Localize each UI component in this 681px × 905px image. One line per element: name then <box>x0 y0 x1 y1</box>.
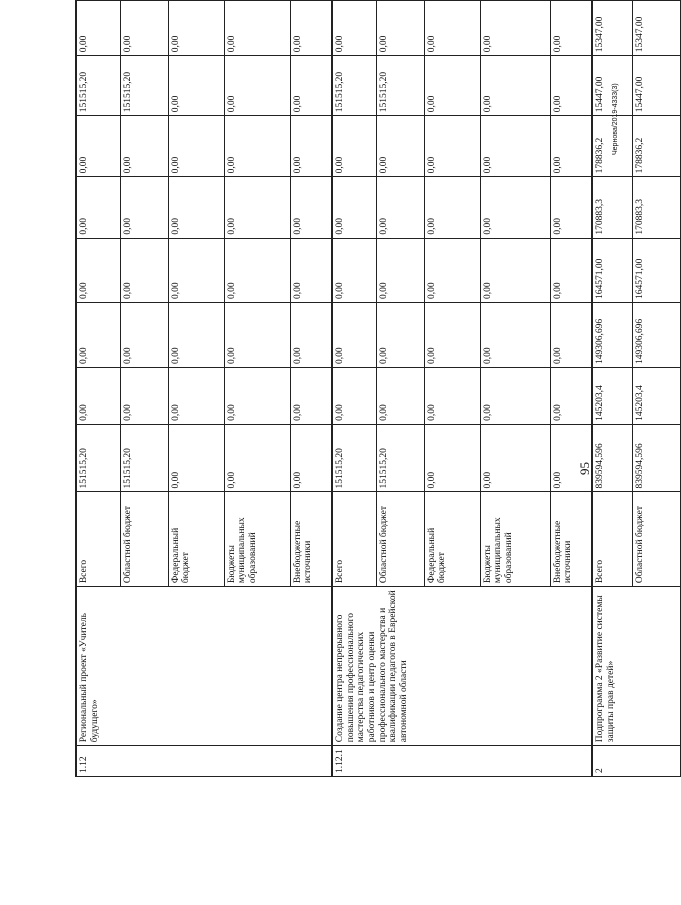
document-stamp: Чернова/2019-4333(3) <box>612 83 619 155</box>
funding-source-cell: Областной бюджет <box>120 492 168 587</box>
amount-cell: 151515,20 <box>120 424 168 492</box>
amount-cell: 0,00 <box>76 1 120 56</box>
amount-cell: 0,00 <box>376 238 424 302</box>
funding-source-cell: Бюджеты муниципальных образований <box>480 492 550 587</box>
amount-cell: 0,00 <box>76 303 120 368</box>
amount-cell: 0,00 <box>224 1 290 56</box>
amount-cell: 0,00 <box>224 238 290 302</box>
amount-cell: 0,00 <box>480 1 550 56</box>
amount-cell: 0,00 <box>332 368 376 425</box>
amount-cell: 0,00 <box>376 368 424 425</box>
amount-cell: 0,00 <box>480 303 550 368</box>
funding-source-cell: Всего <box>592 492 632 587</box>
amount-cell: 0,00 <box>168 56 224 116</box>
amount-cell: 151515,20 <box>76 56 120 116</box>
amount-cell: 149306,696 <box>592 303 632 368</box>
amount-cell: 151515,20 <box>332 56 376 116</box>
amount-cell: 0,00 <box>550 303 592 368</box>
amount-cell: 0,00 <box>224 116 290 177</box>
amount-cell: 0,00 <box>376 177 424 238</box>
amount-cell: 0,00 <box>290 116 332 177</box>
funding-source-cell: Федеральный бюджет <box>424 492 480 587</box>
amount-cell: 0,00 <box>424 116 480 177</box>
amount-cell: 0,00 <box>120 368 168 425</box>
amount-cell: 0,00 <box>424 56 480 116</box>
amount-cell: 0,00 <box>168 303 224 368</box>
amount-cell: 0,00 <box>168 177 224 238</box>
amount-cell: 0,00 <box>424 368 480 425</box>
amount-cell: 0,00 <box>120 238 168 302</box>
page-number: 95 <box>577 462 592 475</box>
amount-cell: 0,00 <box>332 177 376 238</box>
amount-cell: 0,00 <box>290 303 332 368</box>
amount-cell: 15447,00 <box>592 56 632 116</box>
amount-cell: 15447,00 <box>632 56 680 116</box>
amount-cell: 145203,4 <box>592 368 632 425</box>
amount-cell: 164571,00 <box>592 238 632 302</box>
funding-source-cell: Бюджеты муниципальных образований <box>224 492 290 587</box>
amount-cell: 0,00 <box>168 368 224 425</box>
amount-cell: 0,00 <box>550 424 592 492</box>
amount-cell: 0,00 <box>290 424 332 492</box>
amount-cell: 0,00 <box>550 368 592 425</box>
amount-cell: 145203,4 <box>632 368 680 425</box>
amount-cell: 0,00 <box>290 177 332 238</box>
amount-cell: 0,00 <box>224 56 290 116</box>
amount-cell: 0,00 <box>332 1 376 56</box>
amount-cell: 0,00 <box>424 238 480 302</box>
item-name-cell: Региональный проект «Учитель будущего» <box>76 587 332 746</box>
amount-cell: 0,00 <box>76 116 120 177</box>
amount-cell: 0,00 <box>290 238 332 302</box>
amount-cell: 0,00 <box>332 238 376 302</box>
amount-cell: 0,00 <box>424 1 480 56</box>
amount-cell: 0,00 <box>550 1 592 56</box>
item-number-cell: 2 <box>592 746 680 777</box>
amount-cell: 0,00 <box>120 177 168 238</box>
amount-cell: 164571,00 <box>632 238 680 302</box>
amount-cell: 149306,696 <box>632 303 680 368</box>
funding-source-cell: Федеральный бюджет <box>168 492 224 587</box>
funding-source-cell: Областной бюджет <box>376 492 424 587</box>
amount-cell: 0,00 <box>332 116 376 177</box>
funding-source-cell: Внебюджетные источники <box>290 492 332 587</box>
funding-source-cell: Всего <box>332 492 376 587</box>
amount-cell: 0,00 <box>480 177 550 238</box>
amount-cell: 0,00 <box>376 116 424 177</box>
amount-cell: 151515,20 <box>376 56 424 116</box>
amount-cell: 151515,20 <box>376 424 424 492</box>
amount-cell: 170883,3 <box>592 177 632 238</box>
amount-cell: 0,00 <box>168 1 224 56</box>
table-row <box>592 1 632 777</box>
amount-cell: 0,00 <box>332 303 376 368</box>
amount-cell: 0,00 <box>424 303 480 368</box>
table-row <box>76 1 120 777</box>
amount-cell: 0,00 <box>76 238 120 302</box>
amount-cell: 15347,00 <box>592 1 632 56</box>
amount-cell: 178836,2 <box>592 116 632 177</box>
amount-cell: 0,00 <box>424 424 480 492</box>
table-row <box>332 1 376 777</box>
amount-cell: 0,00 <box>290 56 332 116</box>
amount-cell: 839594,596 <box>632 424 680 492</box>
amount-cell: 0,00 <box>480 56 550 116</box>
funding-source-cell: Областной бюджет <box>632 492 680 587</box>
amount-cell: 839594,596 <box>592 424 632 492</box>
amount-cell: 15347,00 <box>632 1 680 56</box>
amount-cell: 0,00 <box>224 177 290 238</box>
amount-cell: 0,00 <box>424 177 480 238</box>
funding-source-cell: Всего <box>76 492 120 587</box>
amount-cell: 0,00 <box>76 177 120 238</box>
item-number-cell: 1.12 <box>76 746 332 777</box>
amount-cell: 0,00 <box>550 238 592 302</box>
amount-cell: 0,00 <box>76 368 120 425</box>
amount-cell: 0,00 <box>376 1 424 56</box>
amount-cell: 0,00 <box>224 303 290 368</box>
item-name-cell: Создание центра непрерывного повышения профессионального мастерства педагогических работников и центр оценки профессионального мастерства и квалификации педагогов в Еврейской автономной области <box>332 587 592 746</box>
amount-cell: 0,00 <box>290 368 332 425</box>
budget-table <box>75 0 681 777</box>
amount-cell: 0,00 <box>550 56 592 116</box>
amount-cell: 0,00 <box>480 116 550 177</box>
amount-cell: 0,00 <box>120 116 168 177</box>
item-name-cell: Подпрограмма 2 «Развитие системы защиты прав детей» <box>592 587 680 746</box>
amount-cell: 0,00 <box>120 303 168 368</box>
amount-cell: 151515,20 <box>332 424 376 492</box>
amount-cell: 0,00 <box>290 1 332 56</box>
amount-cell: 0,00 <box>480 368 550 425</box>
amount-cell: 0,00 <box>550 116 592 177</box>
amount-cell: 0,00 <box>224 424 290 492</box>
amount-cell: 0,00 <box>550 177 592 238</box>
amount-cell: 178836,2 <box>632 116 680 177</box>
item-number-cell: 1.12.1 <box>332 746 592 777</box>
amount-cell: 170883,3 <box>632 177 680 238</box>
amount-cell: 0,00 <box>480 238 550 302</box>
funding-source-cell: Внебюджетные источники <box>550 492 592 587</box>
amount-cell: 0,00 <box>480 424 550 492</box>
amount-cell: 151515,20 <box>120 56 168 116</box>
amount-cell: 0,00 <box>168 116 224 177</box>
amount-cell: 0,00 <box>224 368 290 425</box>
amount-cell: 151515,20 <box>76 424 120 492</box>
amount-cell: 0,00 <box>168 238 224 302</box>
amount-cell: 0,00 <box>376 303 424 368</box>
amount-cell: 0,00 <box>168 424 224 492</box>
amount-cell: 0,00 <box>120 1 168 56</box>
